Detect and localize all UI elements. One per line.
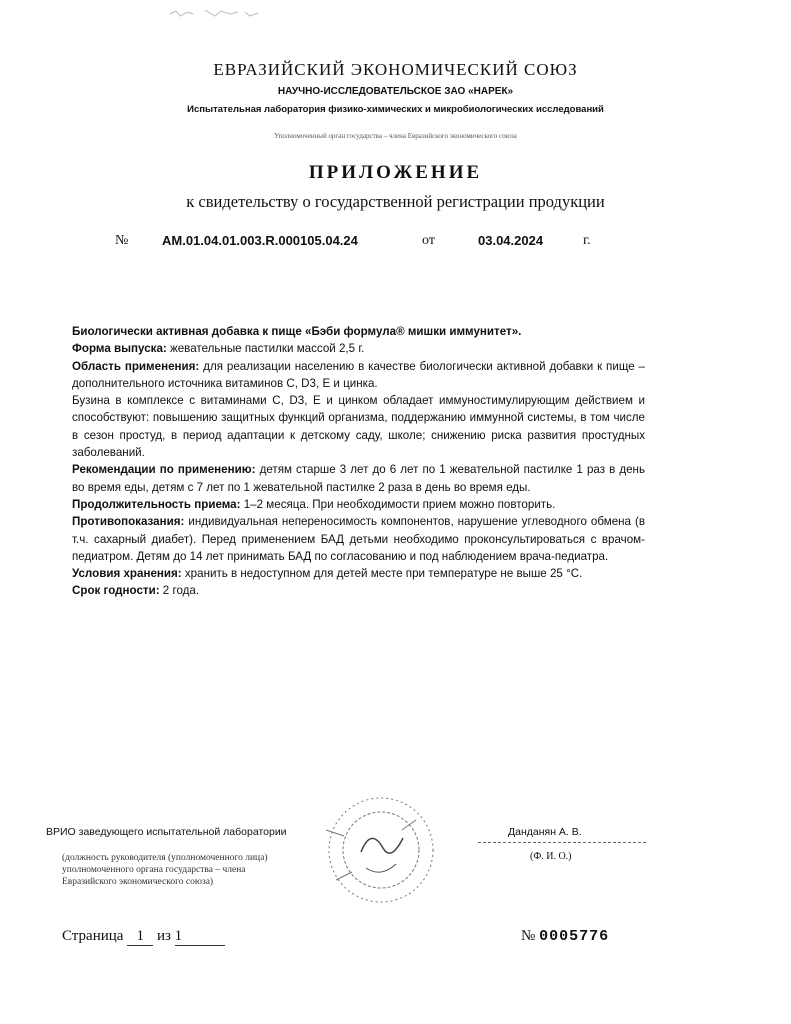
recommendation-label: Рекомендации по применению: xyxy=(72,463,256,477)
year-suffix: г. xyxy=(583,233,591,248)
serial-value: 0005776 xyxy=(539,928,610,945)
storage-text: хранить в недоступном для детей месте при температуре не выше 25 °С. xyxy=(181,567,583,581)
authority-note: Уполномоченный орган государства – члена Евразийского экономического союза xyxy=(274,132,517,140)
serial-number xyxy=(521,928,609,945)
serial-sign: № xyxy=(521,928,536,944)
contraindications-label: Противопоказания: xyxy=(72,515,185,529)
official-stamp xyxy=(306,790,456,910)
number-sign: № xyxy=(115,233,129,248)
form-paragraph xyxy=(72,340,645,357)
signatory-role: ВРИО заведующего испытательной лаборатории xyxy=(46,826,287,838)
area-paragraph xyxy=(72,358,645,393)
shelf-life-paragraph xyxy=(72,582,645,599)
recommendation-text: детям старше 3 лет до 6 лет по 1 жевательной пастилке 1 раз в день во время еды, детям с 7 лет по 1 жевательной пастилке 2 раза в день во время еды. xyxy=(72,463,645,494)
signatory-name: Данданян А. В. xyxy=(508,826,582,838)
storage-paragraph xyxy=(72,565,645,582)
area-label: Область применения: xyxy=(72,359,200,373)
storage-label: Условия хранения: xyxy=(72,567,182,581)
form-label: Форма выпуска: xyxy=(72,342,167,356)
contraindications-paragraph xyxy=(72,513,645,565)
union-title: ЕВРАЗИЙСКИЙ ЭКОНОМИЧЕСКИЙ СОЮЗ xyxy=(213,60,578,79)
page-counter xyxy=(62,928,225,946)
product-name: Биологически активная добавка к пище «Бэби формула® мишки иммунитет». xyxy=(72,325,522,338)
laboratory-name: Испытательная лаборатория физико-химических и микробиологических исследований xyxy=(187,104,604,115)
shelf-life-text: 2 года. xyxy=(159,584,200,598)
position-description: (должность руководителя (уполномоченного лица) уполномоченного органа государства – члена Евразийского экономического союза) xyxy=(62,853,268,887)
area-text: для реализации населению в качестве биологически активной добавки к пище – дополнительного источника витаминов С, D3, Е и цинка. xyxy=(72,359,646,390)
contraindications-text: индивидуальная непереносимость компонентов, нарушение углеводного обмена (в т.ч. сахарный диабет). Перед применением БАД детьми необходимо проконсультироваться с врачом-педиатром. Детям до 14 лет принимать БАД по согласованию и под наблюдением врача-педиатра. xyxy=(72,515,645,563)
shelf-life-label: Срок годности: xyxy=(72,584,160,598)
signature-line xyxy=(478,842,646,843)
page-total: 1 xyxy=(175,928,225,946)
registration-line xyxy=(0,233,791,253)
description-paragraph: Бузина в комплексе с витаминами С, D3, Е и цинком обладает иммуностимулирующим действием и способствуют: повышению защитных функций организма, поддержанию иммунной системы, в том числе в сезон простуд, в период адаптации к детскому саду, школе; снижению риска развития простудных заболеваний. xyxy=(72,394,645,460)
form-text: жевательные пастилки массой 2,5 г. xyxy=(166,342,365,356)
page-number: 1 xyxy=(127,928,153,946)
recommendation-paragraph xyxy=(72,461,645,496)
document-subtitle: к свидетельству о государственной регистрации продукции xyxy=(186,192,605,211)
duration-label: Продолжительность приема: xyxy=(72,497,241,511)
of-label: из xyxy=(156,928,171,944)
product-description xyxy=(72,323,645,600)
page-label: Страница xyxy=(62,928,124,944)
fio-label: (Ф. И. О.) xyxy=(530,851,572,862)
scan-noise xyxy=(160,0,280,30)
document-title: ПРИЛОЖЕНИЕ xyxy=(308,162,483,183)
duration-text: 1–2 месяца. При необходимости прием можно повторить. xyxy=(240,497,556,511)
registration-number: AM.01.04.01.003.R.000105.04.24 xyxy=(162,233,358,248)
organization-name: НАУЧНО-ИССЛЕДОВАТЕЛЬСКОЕ ЗАО «НАРЕК» xyxy=(277,86,514,97)
from-label: от xyxy=(422,233,435,248)
duration-paragraph xyxy=(72,496,645,513)
registration-date: 03.04.2024 xyxy=(478,233,544,248)
